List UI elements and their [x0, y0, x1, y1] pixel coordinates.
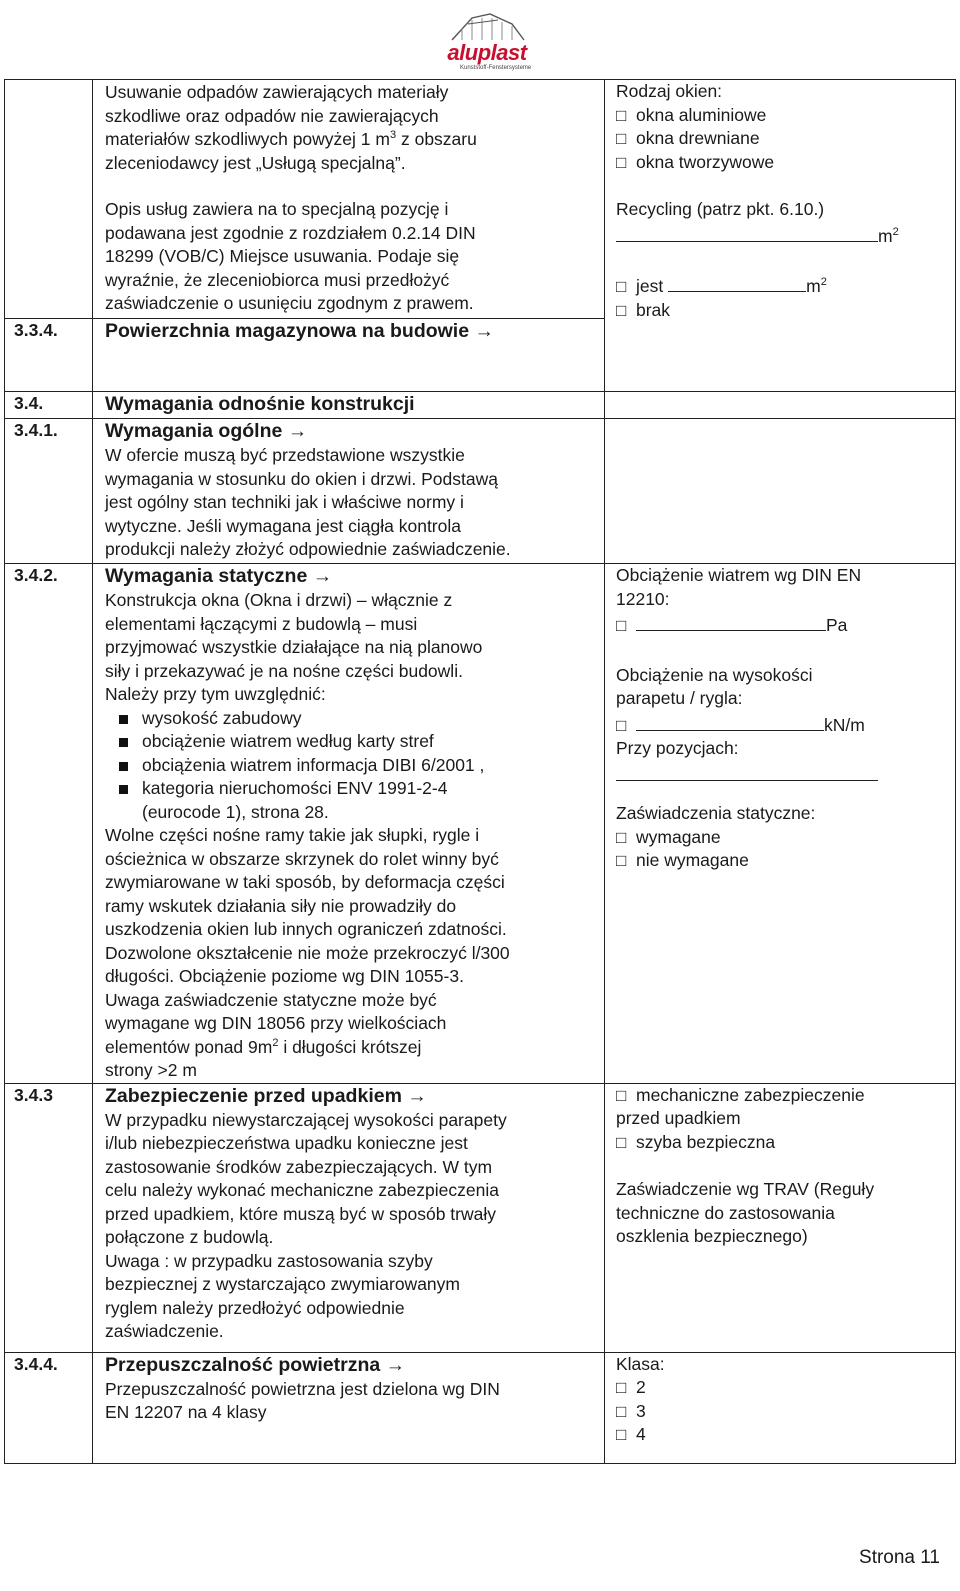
- cell-empty: [605, 419, 956, 564]
- section-number: 3.4.3: [5, 1083, 93, 1352]
- table-row-341: [5, 419, 956, 564]
- table-row-342: [5, 564, 956, 1084]
- text-line: bezpiecznej z wystarczająco zwymiarowanym: [105, 1274, 460, 1294]
- text-line: ościeżnica w obszarze skrzynek do rolet winny być: [105, 848, 499, 869]
- wind-load-input[interactable]: □ Pa: [616, 611, 955, 638]
- positions-label: Przy pozycjach:: [616, 738, 739, 758]
- text-line: jest ogólny stan techniki jak i właściwe normy i: [105, 492, 464, 512]
- table-row-344: [5, 1352, 956, 1463]
- cell-334-title: [93, 319, 605, 392]
- text-line: Usuwanie odpadów zawierających materiały: [105, 82, 449, 102]
- text-line: materiałów szkodliwych powyżej 1 $m^3$ z obszaru: [105, 129, 477, 149]
- option-continuation: przed upadkiem: [616, 1108, 741, 1128]
- cell-342-text: [93, 564, 605, 1084]
- cell-window-type: [605, 80, 956, 392]
- text-line: elementów ponad $9m^2$ i długości krótszej: [105, 1036, 422, 1057]
- window-type-title: Rodzaj okien:: [616, 81, 723, 101]
- parapet-load-label: parapetu / rygla:: [616, 688, 743, 708]
- recycling-label: Recycling (patrz pkt. 6.10.): [616, 199, 825, 219]
- text-line: zwymiarowane w taki sposób, by deformacja części: [105, 872, 505, 892]
- section-title: Wymagania ogólne →: [105, 420, 308, 442]
- text-line: szkodliwe oraz odpadów nie zawierających: [105, 105, 439, 126]
- positions-input-line[interactable]: [616, 761, 955, 788]
- logo-wordmark: aluplast: [447, 40, 527, 65]
- table-row-343: [5, 1083, 956, 1352]
- specification-table: [4, 79, 956, 1464]
- checkbox-class-3[interactable]: □ 3: [616, 1400, 955, 1424]
- checkbox-storage-brak[interactable]: □ brak: [616, 299, 955, 323]
- section-number: 3.4.4.: [5, 1352, 93, 1463]
- parapet-load-label: Obciążenie na wysokości: [616, 664, 813, 685]
- cell-empty: [605, 392, 956, 419]
- text-line: zaświadczenie.: [105, 1321, 224, 1341]
- text-line: Opis usług zawiera na to specjalną pozycję i: [105, 199, 449, 219]
- text-line: 18299 (VOB/C) Miejsce usuwania. Podaje się: [105, 246, 460, 266]
- section-title: Wymagania statyczne →: [105, 565, 333, 587]
- section-number: 3.4.: [5, 392, 93, 419]
- cell-344-options: [605, 1352, 956, 1463]
- cell-waste-text: [93, 80, 605, 319]
- checkbox-static-not-required[interactable]: □ nie wymagane: [616, 849, 955, 873]
- bullet-list: [105, 707, 596, 801]
- aluplast-logo: [432, 10, 542, 70]
- text-line: celu należy wykonać mechaniczne zabezpieczenia: [105, 1180, 499, 1200]
- checkbox-mechanical-protection[interactable]: □ mechaniczne zabezpieczenie: [616, 1084, 955, 1108]
- checkbox-class-4[interactable]: □ 4: [616, 1423, 955, 1447]
- text-line: przed upadkiem, które muszą być w sposób trwały: [105, 1203, 496, 1224]
- text-line: Należy przy tym uwzględnić:: [105, 684, 326, 704]
- wind-load-label: 12210:: [616, 588, 670, 609]
- text-line: zaświadczenie o usunięciu zgodnym z prawem.: [105, 293, 474, 313]
- class-title: Klasa:: [616, 1353, 665, 1374]
- logo-subtext: Kunststoff-Fenstersysteme: [460, 65, 532, 71]
- text-line: Wolne części nośne ramy takie jak słupki, rygle i: [105, 825, 480, 845]
- text-line: uszkodzenia okien lub innych ograniczeń zdatności.: [105, 919, 507, 939]
- trav-text: Zaświadczenie wg TRAV (Reguły: [616, 1179, 875, 1199]
- text-line: W ofercie muszą być przedstawione wszystkie: [105, 445, 465, 465]
- superscript: 3: [389, 129, 397, 142]
- section-number: 3.4.1.: [5, 419, 93, 564]
- text-line: ryglem należy przedłożyć odpowiednie: [105, 1297, 405, 1318]
- text-line: wyraźnie, że zleceniobiorca musi przedłożyć: [105, 269, 450, 290]
- cell-34-title: [93, 392, 605, 419]
- text-line: W przypadku niewystarczającej wysokości parapety: [105, 1109, 507, 1130]
- section-number: 3.4.2.: [5, 564, 93, 1084]
- storage-option-jest[interactable]: □ jest $m^2$: [616, 272, 955, 299]
- text-line: Uwaga : w przypadku zastosowania szyby: [105, 1250, 433, 1271]
- text-line: strony >2 m: [105, 1060, 197, 1080]
- trav-text: oszklenia bezpiecznego): [616, 1226, 808, 1246]
- checkbox-pvc[interactable]: □ okna tworzywowe: [616, 151, 955, 175]
- cell-341-text: [93, 419, 605, 564]
- text-line: przyjmować wszystkie działające na nią planowo: [105, 637, 483, 657]
- list-item: wysokość zabudowy: [142, 707, 596, 731]
- text-line: siły i przekazywać je na nośne części budowli.: [105, 660, 463, 681]
- logo-building-icon: [432, 10, 542, 44]
- text-line: podawana jest zgodnie z rozdziałem 0.2.14 DIN: [105, 222, 476, 243]
- text-line: Uwaga zaświadczenie statyczne może być: [105, 989, 437, 1010]
- section-title: Zabezpieczenie przed upadkiem →: [105, 1084, 427, 1107]
- section-title: Wymagania odnośnie konstrukcji: [105, 393, 415, 415]
- page-number: Strona 11: [859, 1547, 940, 1568]
- cell-343-text: [93, 1083, 605, 1352]
- text-line: Dozwolone okształcenie nie może przekroczyć l/300: [105, 942, 510, 963]
- checkbox-wood[interactable]: □ okna drewniane: [616, 127, 955, 151]
- text-line: połączone z budowlą.: [105, 1227, 274, 1247]
- text-line: Przepuszczalność powietrzna jest dzielona wg DIN: [105, 1378, 500, 1399]
- table-row-waste: [5, 80, 956, 319]
- table-row-34: [5, 392, 956, 419]
- static-cert-title: Zaświadczenia statyczne:: [616, 803, 816, 823]
- text-line: wymagane wg DIN 18056 przy wielkościach: [105, 1013, 447, 1033]
- checkbox-safety-glass[interactable]: □ szyba bezpieczna: [616, 1131, 955, 1155]
- section-title: Powierzchnia magazynowa na budowie →: [105, 320, 494, 342]
- recycling-input-line[interactable]: $m^2$: [616, 222, 955, 249]
- cell-343-options: [605, 1083, 956, 1352]
- list-item: obciążenia wiatrem informacja DIBI 6/2001 ,: [142, 754, 596, 778]
- section-number: 3.3.4.: [5, 319, 93, 392]
- text-line: produkcji należy złożyć odpowiednie zaświadczenie.: [105, 539, 511, 559]
- parapet-load-input[interactable]: □ kN/m: [616, 711, 955, 738]
- wind-load-label: Obciążenie wiatrem wg DIN EN: [616, 565, 862, 585]
- list-item: obciążenie wiatrem według karty stref: [142, 730, 596, 754]
- text-line: ramy wskutek działania siły nie prowadziły do: [105, 895, 457, 916]
- text-line: i/lub niebezpieczeństwa upadku konieczne jest: [105, 1133, 468, 1153]
- checkbox-class-2[interactable]: □ 2: [616, 1376, 955, 1400]
- text-line: wytyczne. Jeśli wymagana jest ciągła kontrola: [105, 515, 461, 536]
- text-line: długości. Obciążenie poziome wg DIN 1055-3.: [105, 966, 464, 986]
- checkbox-static-required[interactable]: □ wymagane: [616, 826, 955, 850]
- text-line: Konstrukcja okna (Okna i drzwi) – włącznie z: [105, 590, 453, 610]
- cell-342-options: [605, 564, 956, 1084]
- text-line: zleceniodawcy jest „Usługą specjalną”.: [105, 152, 406, 173]
- text-line: EN 12207 na 4 klasy: [105, 1402, 267, 1422]
- cell-344-text: [93, 1352, 605, 1463]
- section-title: Przepuszczalność powietrzna →: [105, 1353, 406, 1376]
- text-line: zastosowanie środków zabezpieczających. W tym: [105, 1156, 493, 1177]
- trav-text: techniczne do zastosowania: [616, 1202, 835, 1223]
- cell-num-empty: [5, 80, 93, 319]
- text-line: wymagania w stosunku do okien i drzwi. Podstawą: [105, 468, 498, 489]
- list-item-continuation: (eurocode 1), strona 28.: [142, 801, 329, 822]
- list-item: kategoria nieruchomości ENV 1991-2-4: [142, 777, 596, 801]
- checkbox-aluminium[interactable]: □ okna aluminiowe: [616, 104, 955, 128]
- text-line: elementami łączącymi z budowlą – musi: [105, 613, 418, 634]
